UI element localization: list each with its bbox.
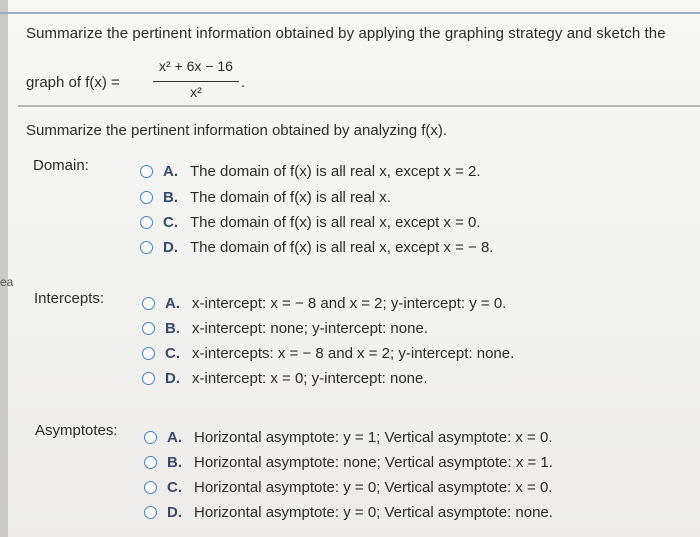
option-text: x-intercept: x = − 8 and x = 2; y-intercept: y = 0.	[192, 294, 507, 312]
domain-option-a[interactable]	[140, 160, 481, 182]
option-letter: B.	[163, 188, 178, 206]
intercepts-label: Intercepts:	[34, 290, 105, 307]
option-text: The domain of f(x) is all real x, except x = 0.	[190, 213, 481, 231]
option-text: Horizontal asymptote: y = 0; Vertical asymptote: x = 0.	[194, 478, 553, 496]
edge-mark: ea	[0, 275, 14, 289]
option-letter: A.	[163, 162, 178, 180]
radio-button[interactable]	[140, 165, 153, 178]
fraction	[153, 58, 246, 102]
graph-label: graph of f(x) =	[26, 74, 120, 91]
fraction-bar	[153, 81, 239, 82]
radio-button[interactable]	[144, 456, 157, 469]
option-letter: B.	[167, 453, 182, 471]
intercepts-option-b[interactable]	[142, 317, 428, 339]
option-letter: C.	[165, 344, 180, 362]
instructions: Summarize the pertinent information obtained by analyzing f(x).	[26, 122, 448, 139]
radio-button[interactable]	[144, 431, 157, 444]
top-divider	[0, 12, 700, 14]
radio-button[interactable]	[142, 347, 155, 360]
domain-option-c[interactable]	[140, 211, 481, 233]
option-text: The domain of f(x) is all real x, except x = 2.	[190, 162, 481, 180]
option-text: x-intercept: x = 0; y-intercept: none.	[192, 369, 428, 387]
question-title: Summarize the pertinent information obtained by applying the graphing strategy and sketch the	[26, 25, 666, 42]
radio-button[interactable]	[142, 322, 155, 335]
radio-button[interactable]	[142, 297, 155, 310]
domain-label: Domain:	[33, 157, 89, 174]
option-text: Horizontal asymptote: y = 0; Vertical asymptote: none.	[194, 503, 553, 521]
option-letter: C.	[163, 213, 178, 231]
asymptotes-option-d[interactable]	[144, 501, 553, 523]
radio-button[interactable]	[142, 372, 155, 385]
option-letter: D.	[167, 503, 182, 521]
asymptotes-option-c[interactable]	[144, 476, 553, 498]
intercepts-option-c[interactable]	[142, 342, 514, 364]
domain-option-b[interactable]	[140, 186, 391, 208]
radio-button[interactable]	[140, 216, 153, 229]
option-text: Horizontal asymptote: none; Vertical asymptote: x = 1.	[194, 453, 553, 471]
fraction-numerator: x² + 6x − 16	[159, 58, 233, 74]
option-letter: A.	[165, 294, 180, 312]
asymptotes-label: Asymptotes:	[35, 422, 118, 439]
period: .	[241, 74, 246, 91]
option-letter: D.	[163, 238, 178, 256]
radio-button[interactable]	[140, 241, 153, 254]
radio-button[interactable]	[144, 506, 157, 519]
option-letter: A.	[167, 428, 182, 446]
section-divider	[18, 105, 700, 107]
option-letter: D.	[165, 369, 180, 387]
option-text: The domain of f(x) is all real x.	[190, 188, 391, 206]
asymptotes-option-a[interactable]	[144, 426, 553, 448]
option-text: Horizontal asymptote: y = 1; Vertical asymptote: x = 0.	[194, 428, 553, 446]
domain-option-d[interactable]	[140, 236, 493, 258]
option-text: The domain of f(x) is all real x, except x = − 8.	[190, 238, 494, 256]
fraction-denominator: x²	[190, 84, 202, 100]
radio-button[interactable]	[144, 481, 157, 494]
asymptotes-option-b[interactable]	[144, 451, 553, 473]
radio-button[interactable]	[140, 191, 153, 204]
intercepts-option-a[interactable]	[142, 292, 506, 314]
intercepts-option-d[interactable]	[142, 367, 428, 389]
option-text: x-intercepts: x = − 8 and x = 2; y-intercept: none.	[192, 344, 515, 362]
option-letter: C.	[167, 478, 182, 496]
option-letter: B.	[165, 319, 180, 337]
left-edge-strip	[0, 0, 8, 537]
option-text: x-intercept: none; y-intercept: none.	[192, 319, 428, 337]
function-definition	[26, 58, 326, 102]
